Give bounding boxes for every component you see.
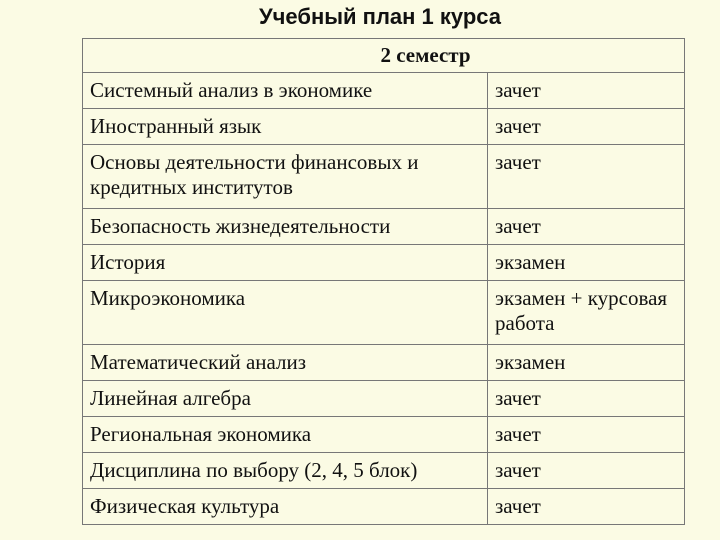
subject-cell: Региональная экономика [83,417,488,453]
table-row [83,245,685,281]
subject-cell: История [83,245,488,281]
assessment-cell: экзамен + курсовая работа [488,281,685,345]
assessment-cell: зачет [488,453,685,489]
curriculum-table [82,38,685,525]
subject-cell: Основы деятельности финансовых и кредитных институтов [83,145,488,209]
subject-cell: Линейная алгебра [83,381,488,417]
table-row [83,453,685,489]
table-row [83,489,685,525]
page-title: Учебный план 1 курса [258,4,502,29]
semester-header: 2 семестр [83,39,685,73]
table-row [83,381,685,417]
assessment-cell: зачет [488,73,685,109]
assessment-cell: зачет [488,209,685,245]
table-row [83,281,685,345]
subject-cell: Системный анализ в экономике [83,73,488,109]
assessment-cell: зачет [488,381,685,417]
subject-cell: Иностранный язык [83,109,488,145]
subject-cell: Дисциплина по выбору (2, 4, 5 блок) [83,453,488,489]
subject-cell: Математический анализ [83,345,488,381]
table-row [83,345,685,381]
assessment-cell: зачет [488,417,685,453]
table-row [83,209,685,245]
table-row [83,73,685,109]
table-header-row [83,39,685,73]
subject-cell: Физическая культура [83,489,488,525]
assessment-cell: зачет [488,109,685,145]
subject-cell: Безопасность жизнедеятельности [83,209,488,245]
subject-cell: Микроэкономика [83,281,488,345]
table-row [83,109,685,145]
assessment-cell: зачет [488,145,685,209]
assessment-cell: экзамен [488,345,685,381]
assessment-cell: зачет [488,489,685,525]
table-row [83,145,685,209]
table-row [83,417,685,453]
assessment-cell: экзамен [488,245,685,281]
